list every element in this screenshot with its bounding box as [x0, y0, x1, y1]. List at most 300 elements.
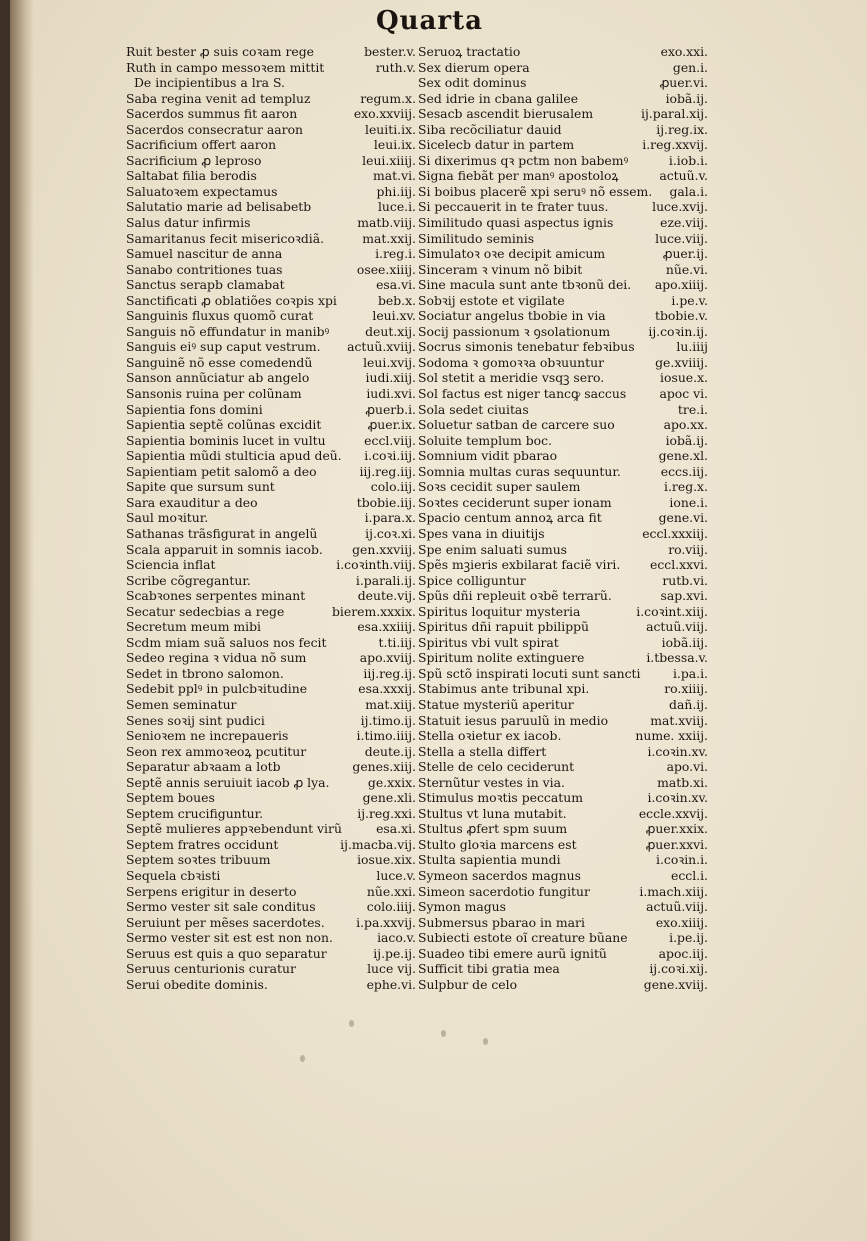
entry-text: Sanguis eiꝰ sup caput vestrum.: [126, 339, 321, 355]
entry-text: Scribe cõgregantur.: [126, 572, 251, 588]
entry-text: Sed idrie in cbana galilee: [418, 90, 579, 106]
index-entry: [126, 884, 416, 900]
entry-reference: nũe.xxi.: [366, 883, 416, 899]
index-entry: [126, 775, 416, 791]
entry-reference: apo.xviij.: [359, 650, 416, 666]
entry-text: Sacerdos consecratur aaron: [126, 121, 304, 137]
index-entry: [126, 199, 416, 215]
index-entry: [126, 339, 416, 355]
entry-reference: iaco.v.: [377, 930, 416, 946]
entry-text: Seruiunt per mẽses sacerdotes.: [126, 914, 325, 930]
index-entry: [418, 464, 708, 480]
index-entry: [126, 168, 416, 184]
index-entry: [126, 713, 416, 729]
entry-reference: i.mach.xiij.: [639, 883, 708, 899]
index-entry: [126, 526, 416, 542]
index-entry: [126, 308, 416, 324]
entry-text: Stultus vt luna mutabit.: [418, 805, 567, 821]
index-entry: [418, 433, 708, 449]
entry-reference: phi.iij.: [376, 183, 416, 199]
entry-text: Submersus pbarao in mari: [418, 914, 585, 930]
entry-reference: ij.reg.ix.: [656, 121, 708, 137]
entry-text: Septem soꝛtes tribuum: [126, 852, 271, 868]
entry-reference: iudi.xvi.: [366, 386, 416, 402]
entry-text: Scdm miam suã saluos nos fecit: [126, 634, 327, 650]
entry-text: Sacerdos summus fit aaron: [126, 106, 298, 122]
entry-reference: i.reg.i.: [375, 246, 416, 262]
entry-reference: eze.viij.: [660, 215, 708, 231]
entry-text: Sanguinẽ nõ esse comedendũ: [126, 354, 313, 370]
entry-text: Somnia multas curas sequuntur.: [418, 463, 621, 479]
entry-reference: tre.i.: [677, 401, 708, 417]
index-entry: [418, 231, 708, 247]
index-entry: [418, 790, 708, 806]
entry-text: Si peccauerit in te frater tuus.: [418, 199, 609, 215]
entry-reference: leuiti.ix.: [364, 121, 416, 137]
index-entry: [126, 619, 416, 635]
index-entry: [418, 308, 708, 324]
entry-reference: deute.vij.: [357, 588, 416, 604]
index-entry: [126, 868, 416, 884]
index-entry: [126, 91, 416, 107]
entry-text: Spiritus loquitur mysteria: [418, 603, 581, 619]
paper-speck: [441, 1030, 446, 1037]
entry-reference: bester.v.: [364, 44, 416, 59]
entry-reference: iij.reg.iij.: [359, 463, 416, 479]
entry-reference: dañ.ij.: [669, 696, 708, 712]
index-entry: [126, 479, 416, 495]
index-column-left: [126, 44, 416, 992]
index-entry: [126, 417, 416, 433]
entry-reference: regum.x.: [360, 90, 416, 106]
index-entry: [418, 961, 708, 977]
entry-reference: i.pe.ij.: [669, 930, 708, 946]
index-entry: [126, 759, 416, 775]
entry-text: Sequela cbꝛisti: [126, 867, 221, 883]
index-entry: [418, 619, 708, 635]
entry-text: Sine macula sunt ante tbꝛonũ dei.: [418, 277, 632, 293]
entry-text: Serpens erigitur in deserto: [126, 883, 297, 899]
entry-text: Soꝛs cecidit super saulem: [418, 479, 581, 495]
index-entry: [418, 246, 708, 262]
index-entry: [126, 806, 416, 822]
entry-reference: leui.ix.: [373, 137, 416, 153]
entry-reference: beb.x.: [377, 292, 416, 308]
entry-reference: i.pe.v.: [671, 292, 708, 308]
index-entry: [126, 915, 416, 931]
entry-text: Sex dierum opera: [418, 59, 530, 75]
entry-reference: ij.coꝛi.xij.: [649, 961, 708, 977]
entry-text: Signa fiebãt per manꝰ apostoloꝝ: [418, 168, 619, 184]
entry-text: Septẽ annis seruiuit iacob ꝓ lya.: [126, 774, 330, 790]
entry-text: Sanctus serapb clamabat: [126, 277, 285, 293]
entry-reference: apo.xx.: [663, 417, 708, 433]
entry-text: Somnium vidit pbarao: [418, 448, 558, 464]
index-entry: [126, 681, 416, 697]
index-entry: [126, 448, 416, 464]
entry-text: Senioꝛem ne increpaueris: [126, 728, 289, 744]
entry-reference: ij.paral.xij.: [640, 106, 708, 122]
index-entry: [126, 697, 416, 713]
entry-text: Spiritus vbi vult spirat: [418, 634, 559, 650]
entry-reference: ꝓuer.vi.: [659, 75, 708, 91]
entry-text: Sanguinis fluxus quomõ curat: [126, 308, 314, 324]
entry-reference: ꝓuer.ix.: [367, 417, 416, 433]
entry-text: Seruoꝝ tractatio: [418, 44, 521, 59]
entry-reference: luce.viij.: [655, 230, 708, 246]
entry-text: Salus datur infirmis: [126, 215, 251, 231]
entry-text: Sinceram ꝛ vinum nõ bibit: [418, 261, 583, 277]
entry-reference: i.coꝛi.iij.: [364, 448, 416, 464]
entry-reference: ij.reg.xxi.: [357, 805, 416, 821]
entry-text: Saba regina venit ad templuz: [126, 90, 311, 106]
entry-reference: mat.xxij.: [362, 230, 416, 246]
index-entry: [418, 44, 708, 60]
index-entry: [126, 961, 416, 977]
entry-reference: esa.xxxij.: [358, 681, 416, 697]
entry-text: Spice colliguntur: [418, 572, 526, 588]
index-entry: [126, 510, 416, 526]
index-entry: [126, 946, 416, 962]
entry-reference: lu.iiij: [676, 339, 708, 355]
entry-reference: exo.xiiij.: [655, 914, 708, 930]
entry-text: Separatur abꝛaam a lotb: [126, 759, 281, 775]
entry-text: Sternũtur vestes in via.: [418, 774, 565, 790]
entry-text: Spũ sctõ inspirati locuti sunt sancti: [418, 665, 641, 681]
index-entry: [418, 728, 708, 744]
index-entry: [126, 744, 416, 760]
index-entry: [126, 106, 416, 122]
index-entry: [418, 386, 708, 402]
entry-text: Stultus ꝓfert spm suum: [418, 821, 568, 837]
entry-reference: luce.xvij.: [652, 199, 708, 215]
index-entry: [418, 510, 708, 526]
entry-reference: ro.viij.: [668, 541, 708, 557]
entry-text: Stelle de celo ceciderunt: [418, 759, 575, 775]
index-entry: [418, 184, 708, 200]
index-entry: [126, 324, 416, 340]
entry-reference: bierem.xxxix.: [331, 603, 416, 619]
entry-reference: ij.macba.vij.: [340, 836, 416, 852]
index-entry: [418, 588, 708, 604]
index-entry: [126, 184, 416, 200]
index-entry: [418, 75, 708, 91]
entry-text: Sex odit dominus: [418, 75, 527, 91]
entry-text: Sapientia mũdi stulticia apud deũ.: [126, 448, 342, 464]
entry-text: Subiecti estote oĩ creature bũane: [418, 930, 628, 946]
index-entry: [418, 697, 708, 713]
index-entry: [418, 106, 708, 122]
entry-text: Sacrificium ꝓ leproso: [126, 152, 262, 168]
entry-text: Samaritanus fecit misericoꝛdiã.: [126, 230, 325, 246]
entry-reference: ij.pe.ij.: [373, 945, 416, 961]
entry-text: Sedeo regina ꝛ vidua nõ sum: [126, 650, 307, 666]
index-entry: [418, 122, 708, 138]
entry-text: Sacrificium offert aaron: [126, 137, 277, 153]
entry-reference: colo.iij.: [370, 479, 416, 495]
index-entry: [418, 759, 708, 775]
entry-text: Sodoma ꝛ gomoꝛꝛa obꝛuuntur: [418, 354, 604, 370]
entry-text: Stulta sapientia mundi: [418, 852, 561, 868]
index-entry: [126, 495, 416, 511]
entry-text: Salutatio marie ad belisabetb: [126, 199, 312, 215]
entry-text: Sanguis nõ effundatur in manibꝰ: [126, 323, 330, 339]
entry-text: Sanabo contritiones tuas: [126, 261, 283, 277]
entry-reference: actuũ.v.: [659, 168, 708, 184]
index-entry: [126, 137, 416, 153]
index-entry: [126, 386, 416, 402]
entry-reference: t.ti.iij.: [378, 634, 416, 650]
entry-reference: ij.timo.ij.: [360, 712, 416, 728]
index-entry: [418, 821, 708, 837]
entry-reference: i.reg.x.: [664, 479, 708, 495]
entry-text: Sufficit tibi gratia mea: [418, 961, 560, 977]
index-entry: [418, 448, 708, 464]
entry-reference: ꝓuer.xxvi.: [645, 836, 708, 852]
entry-reference: leui.xiiij.: [362, 152, 416, 168]
entry-reference: i.coꝛin.xv.: [647, 743, 708, 759]
index-entry: [126, 402, 416, 418]
index-entry: [418, 60, 708, 76]
entry-reference: luce.i.: [377, 199, 416, 215]
entry-reference: eccs.iij.: [660, 463, 708, 479]
entry-text: Seruus est quis a quo separatur: [126, 945, 327, 961]
entry-reference: iobã.ij.: [665, 90, 708, 106]
entry-text: Scabꝛones serpentes minant: [126, 588, 306, 604]
entry-text: De incipientibus a lra S.: [134, 75, 285, 91]
entry-text: Saltabat filia berodis: [126, 168, 257, 184]
page-heading: Quarta: [376, 6, 483, 36]
entry-text: Secatur sedecbias a rege: [126, 603, 285, 619]
index-entry: [126, 370, 416, 386]
entry-reference: eccl.i.: [670, 867, 708, 883]
entry-text: Statuit iesus paruulũ in medio: [418, 712, 609, 728]
index-entry: [418, 775, 708, 791]
entry-reference: gene.xli.: [362, 790, 416, 806]
index-entry: [418, 402, 708, 418]
index-entry: [418, 557, 708, 573]
entry-reference: gene.xl.: [658, 448, 708, 464]
index-entry: [126, 728, 416, 744]
entry-text: Spẽs mꝫieris exbilarat faciẽ viri.: [418, 557, 621, 573]
entry-text: Seon rex ammoꝛeoꝝ pcutitur: [126, 743, 307, 759]
entry-text: Septẽ mulieres appꝛebendunt virũ: [126, 821, 342, 837]
entry-reference: iudi.xiij.: [365, 370, 416, 386]
index-entry: [126, 573, 416, 589]
entry-text: Sapientia septẽ colũnas excidit: [126, 417, 322, 433]
entry-reference: tbobie.iij.: [356, 494, 416, 510]
entry-reference: gen.i.: [672, 59, 708, 75]
index-entry: [126, 837, 416, 853]
entry-reference: luce vij.: [367, 961, 416, 977]
entry-reference: exo.xxi.: [660, 44, 708, 59]
entry-reference: iobã.iij.: [661, 634, 708, 650]
entry-reference: esa.vi.: [376, 277, 416, 293]
entry-text: Sara exauditur a deo: [126, 494, 258, 510]
entry-reference: i.parali.ij.: [355, 572, 416, 588]
entry-text: Sathanas trãsfigurat in angelũ: [126, 525, 318, 541]
index-entry: [126, 557, 416, 573]
entry-reference: ge.xxix.: [367, 774, 416, 790]
entry-text: Sapientia fons domini: [126, 401, 263, 417]
entry-text: Sociatur angelus tbobie in via: [418, 308, 606, 324]
index-entry: [126, 433, 416, 449]
entry-reference: ij.coꝛ.xi.: [365, 525, 416, 541]
entry-reference: apo.xiiij.: [654, 277, 708, 293]
entry-text: Sanson annũciatur ab angelo: [126, 370, 310, 386]
entry-reference: gene.xviij.: [643, 976, 708, 992]
entry-text: Sermo vester sit sale conditus: [126, 899, 316, 915]
index-entry: [126, 293, 416, 309]
entry-text: Seruus centurionis curatur: [126, 961, 296, 977]
entry-reference: iobã.ij.: [665, 432, 708, 448]
index-entry: [126, 60, 416, 76]
entry-reference: gen.xxviij.: [352, 541, 416, 557]
entry-reference: eccl.xxvi.: [650, 557, 708, 573]
index-entry: [126, 215, 416, 231]
entry-reference: mat.xiij.: [365, 696, 416, 712]
entry-reference: nume. xxiij.: [635, 728, 708, 744]
index-entry: [126, 277, 416, 293]
entry-text: Sola sedet ciuitas: [418, 401, 529, 417]
index-entry: [126, 153, 416, 169]
index-entry: [418, 542, 708, 558]
index-entry: [418, 417, 708, 433]
entry-reference: i.pa.xxvij.: [356, 914, 416, 930]
index-entry: [418, 526, 708, 542]
entry-reference: actuũ.viij.: [646, 899, 708, 915]
entry-reference: esa.xi.: [376, 821, 416, 837]
entry-text: Semen seminatur: [126, 696, 237, 712]
entry-reference: mat.xviij.: [650, 712, 708, 728]
entry-text: Spiritus dñi rapuit pbilippũ: [418, 619, 590, 635]
entry-text: Sol stetit a meridie vsqꝫ sero.: [418, 370, 605, 386]
entry-text: Sciencia inflat: [126, 557, 216, 573]
entry-text: Soluetur satban de carcere suo: [418, 417, 615, 433]
index-entry: [418, 137, 708, 153]
index-entry: [418, 370, 708, 386]
index-entry: [418, 635, 708, 651]
index-entry: [418, 899, 708, 915]
index-entry: [126, 790, 416, 806]
index-entry: [418, 91, 708, 107]
entry-reference: matb.xi.: [657, 774, 708, 790]
entry-reference: matb.viij.: [357, 215, 416, 231]
entry-text: Sapientia bominis lucet in vultu: [126, 432, 326, 448]
index-entry: [418, 573, 708, 589]
entry-reference: rutb.vi.: [662, 572, 708, 588]
index-entry: [418, 884, 708, 900]
index-entry: [126, 588, 416, 604]
index-entry: [126, 542, 416, 558]
paper-speck: [300, 1055, 305, 1062]
entry-reference: i.timo.iiij.: [356, 728, 416, 744]
entry-reference: gene.vi.: [658, 510, 708, 526]
entry-reference: ꝓuer.ij.: [662, 246, 708, 262]
index-column-right: [418, 44, 708, 992]
index-entry: [126, 604, 416, 620]
index-entry: [418, 915, 708, 931]
entry-reference: eccle.xxvij.: [638, 805, 708, 821]
entry-reference: apoc vi.: [659, 386, 708, 402]
index-entry: [418, 604, 708, 620]
entry-text: Serui obedite dominis.: [126, 976, 268, 992]
index-entry: [418, 199, 708, 215]
entry-text: Spes vana in diuitijs: [418, 525, 545, 541]
entry-text: Sulpbur de celo: [418, 976, 518, 992]
index-entry: [418, 666, 708, 682]
entry-text: Soꝛtes ceciderunt super ionam: [418, 494, 612, 510]
entry-text: Spiritum nolite extinguere: [418, 650, 585, 666]
entry-reference: i.coꝛin.i.: [656, 852, 708, 868]
entry-text: Spe enim saluati sumus: [418, 541, 568, 557]
index-entry: [418, 868, 708, 884]
paper-speck: [483, 1038, 488, 1045]
entry-reference: luce.v.: [376, 867, 416, 883]
entry-text: Spũs dñi repleuit oꝛbẽ terrarũ.: [418, 588, 612, 604]
entry-text: Samuel nascitur de anna: [126, 246, 283, 262]
index-entry: [418, 293, 708, 309]
index-entry: [126, 231, 416, 247]
entry-reference: ꝓuer.xxix.: [645, 821, 708, 837]
index-entry: [126, 852, 416, 868]
entry-text: Sesacb ascendit bierusalem: [418, 106, 594, 122]
index-entry: [418, 168, 708, 184]
index-entry: [418, 324, 708, 340]
entry-text: Symon magus: [418, 899, 507, 915]
index-entry: [418, 277, 708, 293]
index-entry: [126, 246, 416, 262]
entry-reference: eccl.xxxiij.: [642, 525, 708, 541]
entry-text: Symeon sacerdos magnus: [418, 867, 581, 883]
entry-text: Sedebit pplꝰ in pulcbꝛitudine: [126, 681, 308, 697]
entry-text: Saluatoꝛem expectamus: [126, 183, 278, 199]
entry-text: Stimulus moꝛtis peccatum: [418, 790, 583, 806]
entry-reference: eccl.viij.: [364, 432, 416, 448]
entry-reference: iosue.xix.: [357, 852, 416, 868]
index-entry: [126, 635, 416, 651]
entry-text: Stella a stella differt: [418, 743, 547, 759]
entry-reference: tbobie.v.: [654, 308, 708, 324]
entry-text: Si boibus placerẽ xpi seruꝰ nõ essem.: [418, 183, 653, 199]
entry-text: Spacio centum annoꝝ arca fit: [418, 510, 602, 526]
entry-reference: mat.vi.: [373, 168, 416, 184]
entry-text: Simeon sacerdotio fungitur: [418, 883, 590, 899]
entry-reference: ro.xiiij.: [664, 681, 708, 697]
index-entry: [126, 122, 416, 138]
index-entry: [126, 650, 416, 666]
entry-reference: i.iob.i.: [668, 152, 708, 168]
entry-reference: actuũ.xviij.: [347, 339, 416, 355]
entry-text: Secretum meum mibi: [126, 619, 262, 635]
index-entry: [418, 713, 708, 729]
index-entry: [418, 852, 708, 868]
index-entry: [126, 977, 416, 993]
index-entry: [418, 495, 708, 511]
index-entry: [418, 930, 708, 946]
entry-text: Soluite templum boc.: [418, 432, 552, 448]
index-entry: [126, 930, 416, 946]
entry-text: Septem crucifiguntur.: [126, 805, 264, 821]
entry-reference: leui.xv.: [372, 308, 416, 324]
entry-reference: i.reg.xxvij.: [642, 137, 708, 153]
index-entry: [418, 977, 708, 993]
index-entry: [418, 946, 708, 962]
entry-reference: apo.vi.: [666, 759, 708, 775]
entry-text: Ruit bester ꝓ suis coꝛam rege: [126, 44, 314, 59]
entry-reference: i.coꝛinth.viij.: [336, 557, 416, 573]
entry-text: Saul moꝛitur.: [126, 510, 209, 526]
